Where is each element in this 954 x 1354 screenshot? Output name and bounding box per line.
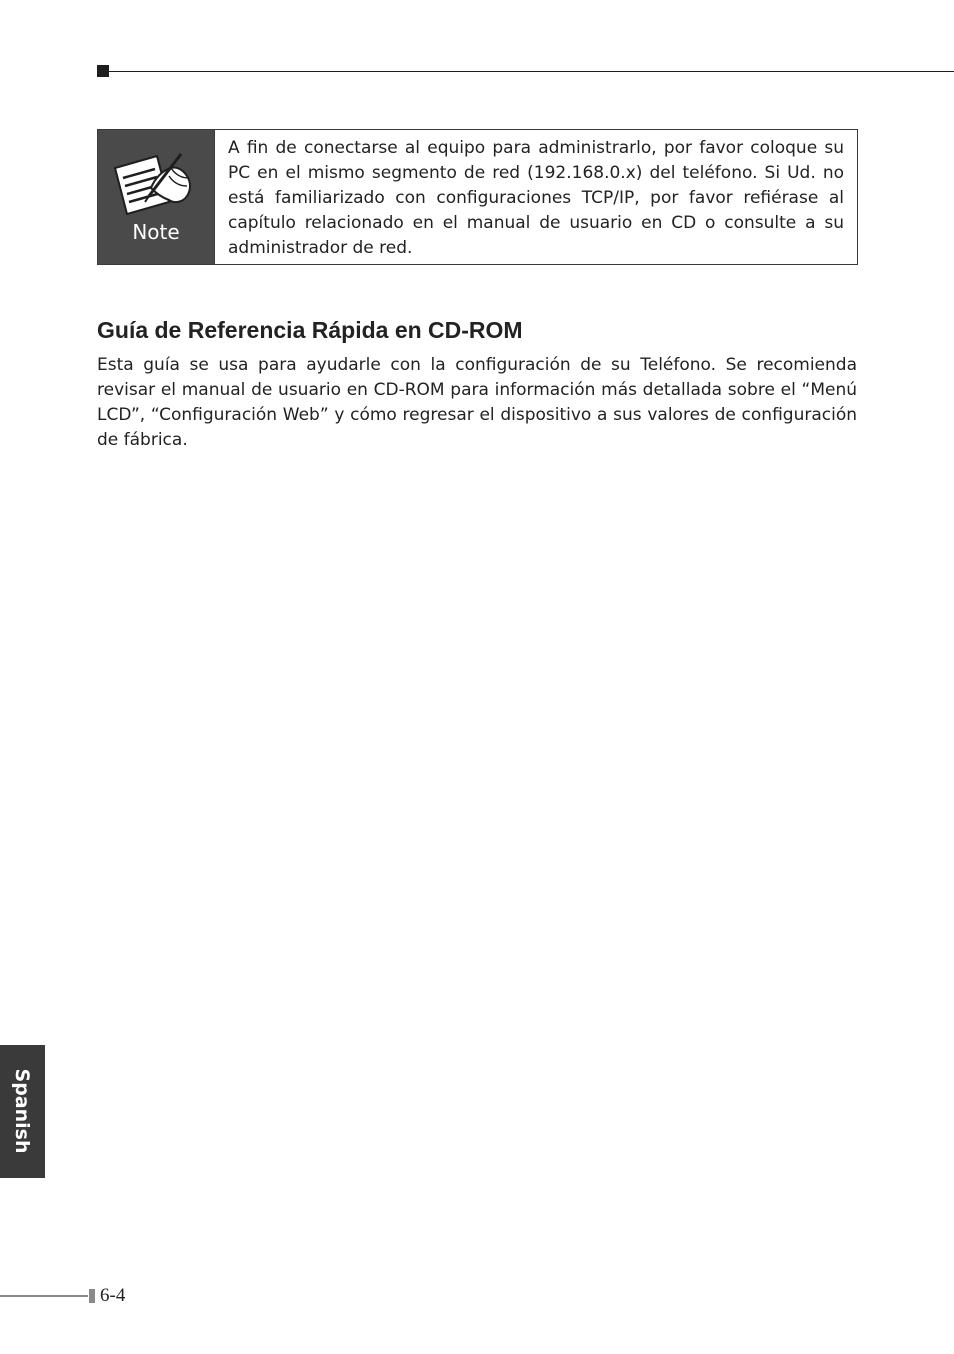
note-icon-cell [98,130,215,264]
page-number: 6-4 [100,1285,126,1306]
note-box [97,129,858,265]
footer-marker [89,1289,95,1303]
note-text: A fin de conectarse al equipo para administrarlo, por favor coloque su PC en el mismo segmento de red (192.168.0.x) del teléfono. Si Ud. no está familiarizado con configuraciones TCP/IP, por favor refiérase al capítulo relacionado en el manual de usuario en CD o consulte a su administrador de red. [228,138,844,258]
language-side-tab [0,1045,45,1178]
footer-rule [0,1295,88,1297]
section-heading: Guía de Referencia Rápida en CD-ROM [97,317,523,343]
side-tab-label: Spanish [11,1068,33,1154]
note-writing-hand-icon [111,148,201,218]
section-body: Esta guía se usa para ayudarle con la configuración de su Teléfono. Se recomienda revisar el manual de usuario en CD-ROM para información más detallada sobre el “Menú LCD”, “Configuración Web” y cómo regresar el dispositivo a sus valores de configuración de fábrica. [97,355,857,450]
header-square-marker [97,65,109,77]
note-label: Note [132,220,180,244]
header-rule [109,71,954,72]
